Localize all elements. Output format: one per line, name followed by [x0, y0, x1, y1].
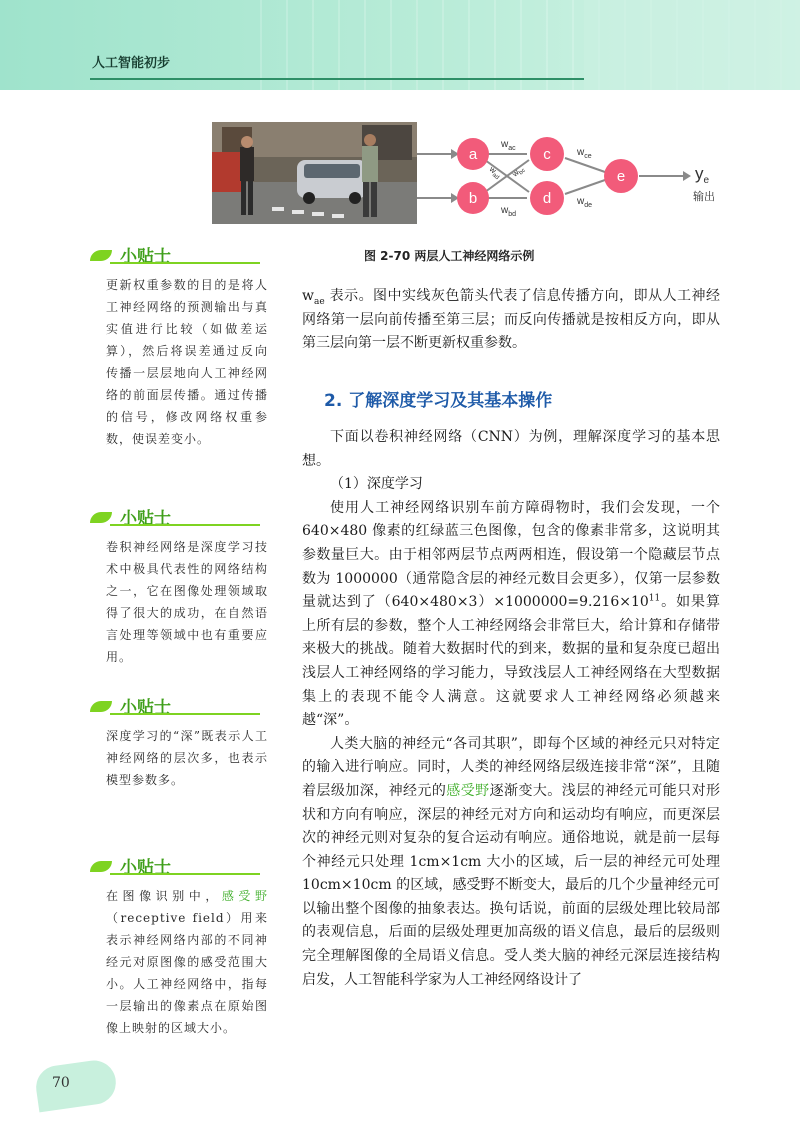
tip-title-text: 小贴士 [120, 247, 171, 267]
tip-underline [110, 713, 260, 715]
page-number: 70 [52, 1075, 70, 1091]
tip-text-4 [88, 885, 268, 1039]
w-ae-subscript: ae [313, 296, 325, 307]
paragraph-2-a: 使用人工神经网络识别车前方障碍物时，我们会发现，一个 640×480 像素的红绿蓝三色图像，包含的像素非常多，这说明其参数量巨大。由于相邻两层节点两两相连，假设第一个隐藏层节点数为 1000000（通常隐含层的神经元数目会更多），仅第一层参数量就达到了（640×480×3）×1000000=9.216×10 [302, 499, 720, 611]
page-number-badge [33, 1058, 118, 1113]
weight-ce-sub: ce [584, 153, 592, 160]
figure-2-70 [212, 122, 724, 224]
tip-box-1 [88, 244, 268, 450]
w-symbol: w [302, 288, 314, 304]
output-y-sub: e [703, 175, 710, 186]
edge-de [565, 180, 605, 194]
weight-ac-w: w [501, 139, 509, 150]
paragraph-1: 下面以卷积神经网络（CNN）为例，理解深度学习的基本思想。 [302, 429, 720, 469]
weight-bc-w: w [510, 167, 521, 179]
tip-box-3 [88, 695, 268, 791]
leaf-icon [90, 861, 112, 872]
weight-bc-sub: bc [518, 167, 527, 177]
paragraph-3-b: 逐渐变大。浅层的神经元可能只对形状和方向有响应，深层的神经元对方向和运动均有响应，而更深层次的神经元则对复杂的复合运动有响应。通俗地说，就是前一层每个神经元只处理 1cm×1cm 大小的区域，后一层的神经元可处理 10cm×10cm 的区域，感受野不断变大，最后的几个少量神经元可以输出整个图像的抽象表达。换句话说，前面的层级处理比较局部的表观信息，后面的层级处理更加高级的语义信息，最后的层级则完全理解图像的全局语义信息。受人类大脑的神经元深层连接结构启发，人工智能科学家为人工神经网络设计了 [302, 782, 721, 988]
tip-title-text: 小贴士 [120, 858, 171, 878]
weight-de-w: w [577, 196, 585, 207]
weight-ad-w: w [487, 164, 498, 176]
tip-box-4 [88, 855, 268, 1039]
street-scene-photo [212, 122, 417, 224]
header-rule [90, 78, 584, 80]
weight-ad-bottom [500, 205, 516, 218]
weight-bd-w: w [501, 205, 509, 216]
tip-title-text: 小贴士 [120, 509, 171, 529]
main-body [302, 426, 720, 992]
edge-ce [565, 158, 605, 172]
paragraph-0-text: 表示。图中实线灰色箭头代表了信息传播方向，即从人工神经网络第一层向前传播至第三层；而反向传播就是按相反方向，即从第三层向第一层不断更新权重参数。 [302, 288, 720, 352]
subheading-deep-learning: （1）深度学习 [330, 476, 423, 493]
weight-bc [510, 164, 527, 181]
paragraph-2-b: 。如果算上所有层的参数，整个人工神经网络会非常巨大，给计算和存储带来极大的挑战。随着大数据时代的到来，数据的量和复杂度已超出浅层人工神经网络的学习能力，导致浅层人工神经网络在大型数据集上的表现不能令人满意。这就要求人工神经网络必须越来越“深”。 [302, 594, 720, 729]
node-d-label: d [542, 190, 552, 207]
node-c-label: c [543, 146, 551, 163]
weight-ac [500, 139, 516, 152]
tip-underline [110, 524, 260, 526]
leaf-icon [90, 701, 112, 712]
main-paragraph-0 [302, 285, 720, 356]
tip-text-4-a: 在图像识别中， [106, 889, 222, 903]
section-title: 2. 了解深度学习及其基本操作 [324, 391, 553, 411]
paragraph-3-a: 人类大脑的神经元“各司其职”，即每个区域的神经元只对特定的输入进行响应。同时，人类的神经网络层级连接非常“深”，且随着层级加深，神经元的 [302, 735, 720, 799]
tip-title-text: 小贴士 [120, 698, 171, 718]
weight-ad [486, 164, 503, 181]
leaf-icon [90, 512, 112, 523]
tip-title-3 [88, 695, 268, 717]
tip-title-1 [88, 244, 268, 266]
node-b-label: b [468, 190, 478, 207]
output-y [695, 164, 710, 186]
tip-highlight-receptive-field: 感受野 [221, 889, 268, 903]
tip-title-2 [88, 506, 268, 528]
paragraph-3 [302, 733, 720, 993]
weight-ce [576, 147, 592, 160]
weight-de-sub: de [584, 202, 593, 209]
output-y-symbol: y [695, 164, 704, 183]
tip-underline [110, 873, 260, 875]
weight-bd-sub: bd [508, 211, 517, 218]
leaf-icon [90, 250, 112, 261]
highlight-receptive-field: 感受野 [446, 782, 490, 799]
arrowhead-output [683, 171, 691, 181]
tip-box-2 [88, 506, 268, 668]
tip-text-2: 卷积神经网络是深度学习技术中极具代表性的网络结构之一，它在图像处理领域取得了很大的成功，在自然语言处理等领域中也有重要应用。 [106, 540, 268, 664]
figure-caption: 图 2-70 两层人工神经网络示例 [364, 249, 535, 263]
node-a-label: a [468, 146, 478, 163]
exponent-11: 11 [648, 593, 661, 604]
tip-text-4-b: （receptive field）用来表示神经网络内部的不同神经元对原图像的感受范围大小。人工神经网络中，指每一层输出的像素点在原始图像上映射的区域大小。 [106, 911, 268, 1035]
tip-underline [110, 262, 260, 264]
output-label: 输出 [693, 191, 715, 203]
weight-ac-sub: ac [508, 145, 516, 152]
paragraph-2 [302, 497, 720, 733]
neural-network-diagram [417, 122, 724, 224]
weight-ce-w: w [577, 147, 585, 158]
tip-title-4 [88, 855, 268, 877]
node-e-label: e [616, 168, 626, 185]
header-right-panel [584, 0, 800, 90]
weight-ad-sub: ad [490, 172, 500, 182]
tip-text-3: 深度学习的“深”既表示人工神经网络的层次多，也表示模型参数多。 [106, 729, 268, 787]
tip-text-1: 更新权重参数的目的是将人工神经网络的预测输出与真实值进行比较（如做差运算），然后将误差通过反向传播一层层地向人工神经网络的前面层传播。通过传播的信号，修改网络权重参数，使误差变小。 [106, 278, 268, 446]
weight-de [576, 196, 592, 209]
running-header-title: 人工智能初步 [92, 56, 171, 71]
